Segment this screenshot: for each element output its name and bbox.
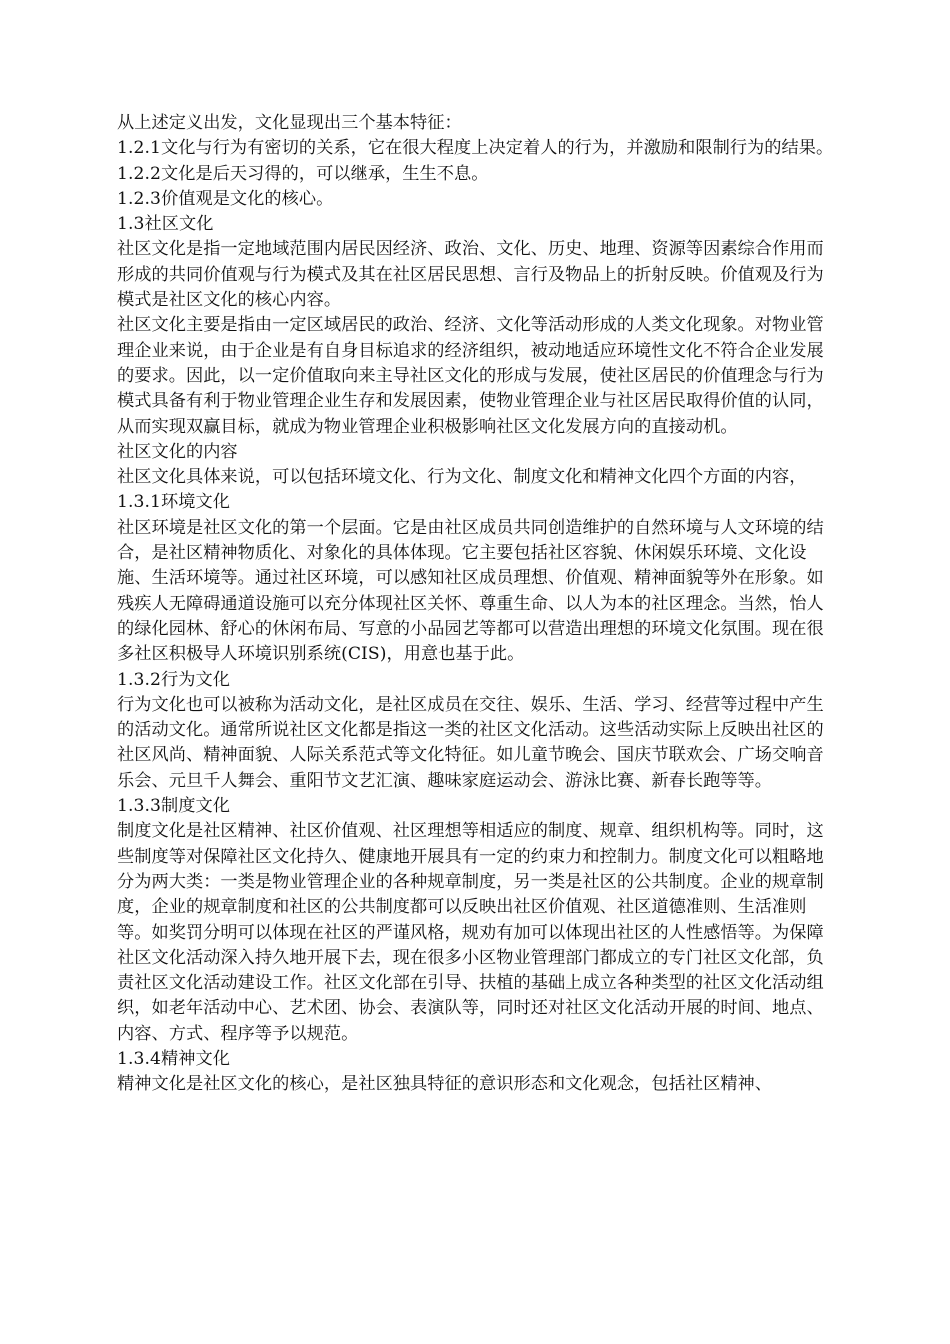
behavior-culture-paragraph: 行为文化也可以被称为活动文化，是社区成员在交往、娱乐、生活、学习、经营等过程中产生的活动文化。通常所说社区文化都是指这一类的社区文化活动。这些活动实际上反映出社区的社区风尚、精神面貌、人际关系范式等文化特征。如儿童节晚会、国庆节联欢会、广场交响音乐会、元旦千人舞会、重阳节文艺汇演、趣味家庭运动会、游泳比赛、新春长跑等等。 (117, 694, 824, 791)
section-1-2-2-paragraph: 1.2.2文化是后天习得的，可以继承，生生不息。 (117, 163, 489, 184)
institution-culture-paragraph: 制度文化是社区精神、社区价值观、社区理想等相适应的制度、规章、组织机构等。同时，这些制度等对保障社区文化持久、健康地开展具有一定的约束力和控制力。制度文化可以粗略地分为两大类：一类是物业管理企业的各种规章制度，另一类是社区的公共制度。企业的规章制度，企业的规章制度和社区的公共制度都可以反映出社区价值观、社区道德准则、生活准则等。如奖罚分明可以体现在社区的严谨风格，规劝有加可以体现出社区的人性感悟等。为保障社区文化活动深入持久地开展下去，现在很多小区物业管理部门都成立的专门社区文化部，负责社区文化活动建设工作。社区文化部在引导、扶植的基础上成立各种类型的社区文化活动组织，如老年活动中心、艺术团、协会、表演队等，同时还对社区文化活动开展的时间、地点、内容、方式、程序等予以规范。 (117, 821, 824, 1044)
section-1-2-3-paragraph: 1.2.3价值观是文化的核心。 (117, 188, 334, 209)
heading-1-3-4: 1.3.4精神文化 (117, 1048, 230, 1069)
heading-community-culture-content: 社区文化的内容 (117, 441, 238, 462)
community-culture-content-paragraph: 社区文化具体来说，可以包括环境文化、行为文化、制度文化和精神文化四个方面的内容， (117, 467, 807, 488)
section-1-2-1-paragraph: 1.2.1文化与行为有密切的关系，它在很大程度上决定着人的行为，并激励和限制行为的结果。 (117, 138, 834, 159)
heading-1-3-3: 1.3.3制度文化 (117, 796, 230, 817)
heading-1-3: 1.3社区文化 (117, 214, 214, 235)
heading-1-3-2: 1.3.2行为文化 (117, 669, 230, 690)
environment-culture-paragraph: 社区环境是社区文化的第一个层面。它是由社区成员共同创造维护的自然环境与人文环境的结合，是社区精神物质化、对象化的具体体现。它主要包括社区容貌、休闲娱乐环境、文化设施、生活环境等。通过社区环境，可以感知社区成员理想、价值观、精神面貌等外在形象。如残疾人无障碍通道设施可以充分体现社区关怀、尊重生命、以人为本的社区理念。当然，怡人的绿化园林、舒心的休闲布局、写意的小品园艺等都可以营造出理想的环境文化氛围。现在很多社区积极导人环境识别系统(CIS)，用意也基于此。 (117, 517, 824, 665)
heading-1-3-1: 1.3.1环境文化 (117, 492, 230, 513)
document-body (117, 111, 837, 1098)
community-culture-definition-paragraph: 社区文化是指一定地域范围内居民因经济、政治、文化、历史、地理、资源等因素综合作用而形成的共同价值观与行为模式及其在社区居民思想、言行及物品上的折射反映。价值观及行为模式是社区文化的核心内容。 (117, 239, 824, 311)
community-culture-motivation-paragraph: 社区文化主要是指由一定区域居民的政治、经济、文化等活动形成的人类文化现象。对物业管理企业来说，由于企业是有自身目标追求的经济组织，被动地适应环境性文化不符合企业发展的要求。因此，以一定价值取向来主导社区文化的形成与发展，使社区居民的价值理念与行为模式具备有利于物业管理企业生存和发展因素，使物业管理企业与社区居民取得价值的认同，从而实现双赢目标，就成为物业管理企业积极影响社区文化发展方向的直接动机。 (117, 315, 824, 437)
spiritual-culture-paragraph: 精神文化是社区文化的核心，是社区独具特征的意识形态和文化观念，包括社区精神、 (117, 1074, 773, 1095)
intro-paragraph: 从上述定义出发，文化显现出三个基本特征： (117, 113, 462, 133)
